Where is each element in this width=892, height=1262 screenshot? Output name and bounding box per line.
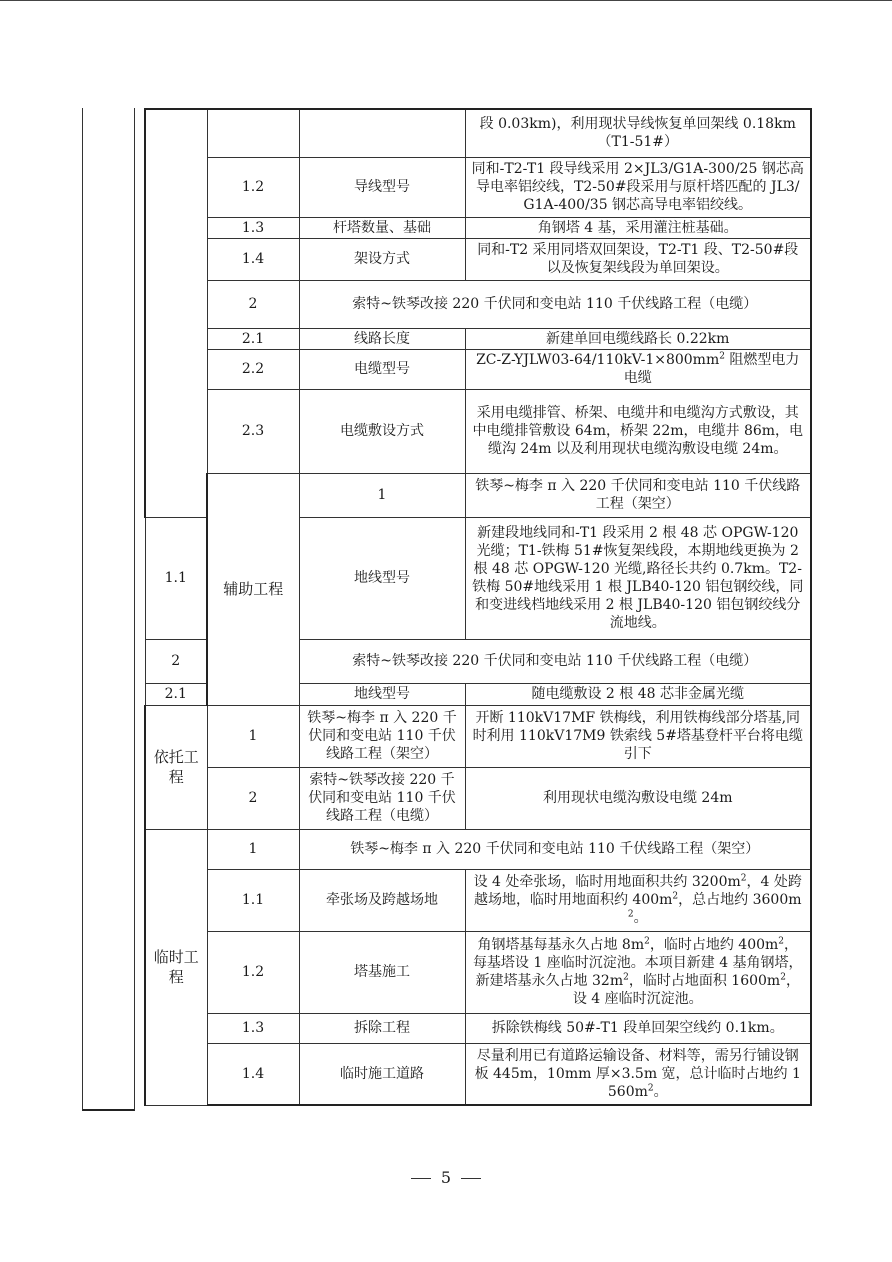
table-row: [145, 1013, 811, 1043]
row-detail: 设 4 处牵张场，临时用地面积共约 $3200m^2$，4 处跨越场地，临时用地面积约 $400m^2$，总占地约 $3600m^2$。: [465, 869, 811, 931]
row-detail: 采用电缆排管、桥架、电缆井和电缆沟方式敷设，其中电缆排管敷设 64m，桥架 22m，电缆井 86m，电缆沟 24m 以及利用现状电缆沟敷设电缆 24m。: [465, 389, 811, 473]
row-number: 1.1: [207, 869, 299, 931]
row-number: 1.2: [207, 931, 299, 1013]
category-dependent-engineering: 依托工程: [145, 705, 207, 829]
row-item: 铁琴~梅李 π 入 220 千伏同和变电站 110 千伏线路工程（架空）: [299, 705, 465, 767]
row-detail: 新建单回电缆线路长 0.22km: [465, 328, 811, 349]
table-row: [145, 217, 811, 238]
row-item: 拆除工程: [299, 1013, 465, 1043]
table-row: [145, 109, 811, 157]
row-item: 索特~铁琴改接 220 千伏同和变电站 110 千伏线路工程（电缆）: [299, 767, 465, 829]
page-number-left-dash: [411, 1178, 431, 1179]
page-number-right-dash: [461, 1178, 481, 1179]
subproject-title: 铁琴~梅李 π 入 220 千伏同和变电站 110 千伏线路工程（架空）: [299, 829, 811, 869]
row-number: 1.1: [145, 517, 207, 639]
table-row: [145, 157, 811, 217]
row-item: 架设方式: [299, 238, 465, 280]
row-number: 1.3: [207, 217, 299, 238]
table-row: [145, 829, 811, 869]
table-row: [145, 473, 811, 517]
row-number: 1: [299, 473, 465, 517]
row-item: [299, 109, 465, 157]
category-cell-main-continued: [145, 109, 207, 517]
row-number: 1: [207, 829, 299, 869]
row-detail: 开断 110kV17MF 铁梅线，利用铁梅线部分塔基,同时利用 110kV17M9 铁索线 5#塔基登杆平台将电缆引下: [465, 705, 811, 767]
table-row: [145, 869, 811, 931]
row-number: 1.3: [207, 1013, 299, 1043]
subproject-title: 索特~铁琴改接 220 千伏同和变电站 110 千伏线路工程（电缆）: [299, 639, 811, 683]
row-detail: $ZC-Z-YJLW03-64/110kV-1\times 800mm^2$ 阻燃型电力电缆: [465, 349, 811, 389]
row-item: 地线型号: [299, 683, 465, 705]
row-number: 1.4: [207, 238, 299, 280]
row-item: 地线型号: [299, 517, 465, 639]
row-detail: 利用现状电缆沟敷设电缆 24m: [465, 767, 811, 829]
row-detail: 随电缆敷设 2 根 48 芯非金属光缆: [465, 683, 811, 705]
row-number: 2.3: [207, 389, 299, 473]
page-number-value: 5: [440, 1168, 452, 1187]
row-number: 1.2: [207, 157, 299, 217]
table-row: [145, 349, 811, 389]
subproject-title: 索特~铁琴改接 220 千伏同和变电站 110 千伏线路工程（电缆）: [299, 280, 811, 328]
table-row: [145, 705, 811, 767]
row-detail: 新建段地线同和-T1 段采用 2 根 48 芯 OPGW-120 光缆；T1-铁梅 51#恢复架线段，本期地线更换为 2 根 48 芯 OPGW-120 光缆,路径长共约 0.7km。T2-铁梅 50#地线采用 1 根 JLB40-120 铝包钢绞线，同和变进线档地线采用 2 根 JLB40-120 铝包钢绞线分流地线。: [465, 517, 811, 639]
row-number: 2.2: [207, 349, 299, 389]
row-item: 导线型号: [299, 157, 465, 217]
row-number: 1.4: [207, 1043, 299, 1105]
table-outer-left-column: [82, 108, 135, 1111]
row-item: 塔基施工: [299, 931, 465, 1013]
row-item: 电缆敷设方式: [299, 389, 465, 473]
row-detail: 段 0.03km)，利用现状导线恢复单回架线 0.18km（T1-51#）: [465, 109, 811, 157]
row-detail: 尽量利用已有道路运输设备、材料等，需另行铺设钢板 445m，10mm 厚×3.5m 宽，总计临时占地约 $1560m^2$。: [465, 1043, 811, 1105]
row-item: 牵张场及跨越场地: [299, 869, 465, 931]
row-item: 临时施工道路: [299, 1043, 465, 1105]
row-item: 线路长度: [299, 328, 465, 349]
subproject-title: 铁琴~梅李 π 入 220 千伏同和变电站 110 千伏线路工程（架空）: [465, 473, 811, 517]
row-number: [207, 109, 299, 157]
table-row: [145, 328, 811, 349]
row-number: 2: [145, 639, 207, 683]
table-row: [145, 238, 811, 280]
row-number: 2: [207, 767, 299, 829]
row-detail: 同和-T2 采用同塔双回架设，T2-T1 段、T2-50#段以及恢复架线段为单回架设。: [465, 238, 811, 280]
row-detail: 角钢塔基每基永久占地 $8m^2$，临时占地约 $400m^2$，每基塔设 1 座临时沉淀池。本项目新建 4 基角钢塔，新建塔基永久占地 $32m^2$，临时占地面积 $1600m^2$，设 4 座临时沉淀池。: [465, 931, 811, 1013]
category-auxiliary-engineering: 辅助工程: [207, 473, 299, 705]
row-number: 2: [207, 280, 299, 328]
row-item: 电缆型号: [299, 349, 465, 389]
row-detail: 同和-T2-T1 段导线采用 2×JL3/G1A-300/25 钢芯高导电率铝绞线，T2-50#段采用与原杆塔匹配的 JL3/G1A-400/35 钢芯高导电率铝绞线。: [465, 157, 811, 217]
table-row: [145, 1043, 811, 1105]
row-detail: 拆除铁梅线 50#-T1 段单回架空线约 0.1km。: [465, 1013, 811, 1043]
table-row: [145, 389, 811, 473]
table-row: [145, 931, 811, 1013]
row-number: 2.1: [207, 328, 299, 349]
category-temporary-engineering: 临时工程: [145, 829, 207, 1105]
engineering-spec-table: [144, 108, 812, 1106]
row-item: 杆塔数量、基础: [299, 217, 465, 238]
row-detail: 角钢塔 4 基，采用灌注桩基础。: [465, 217, 811, 238]
page-top-rule: [0, 0, 892, 1]
row-number: 2.1: [145, 683, 207, 705]
row-number: 1: [207, 705, 299, 767]
table-row: [145, 280, 811, 328]
page-number: [0, 1168, 892, 1187]
table-row: [145, 767, 811, 829]
